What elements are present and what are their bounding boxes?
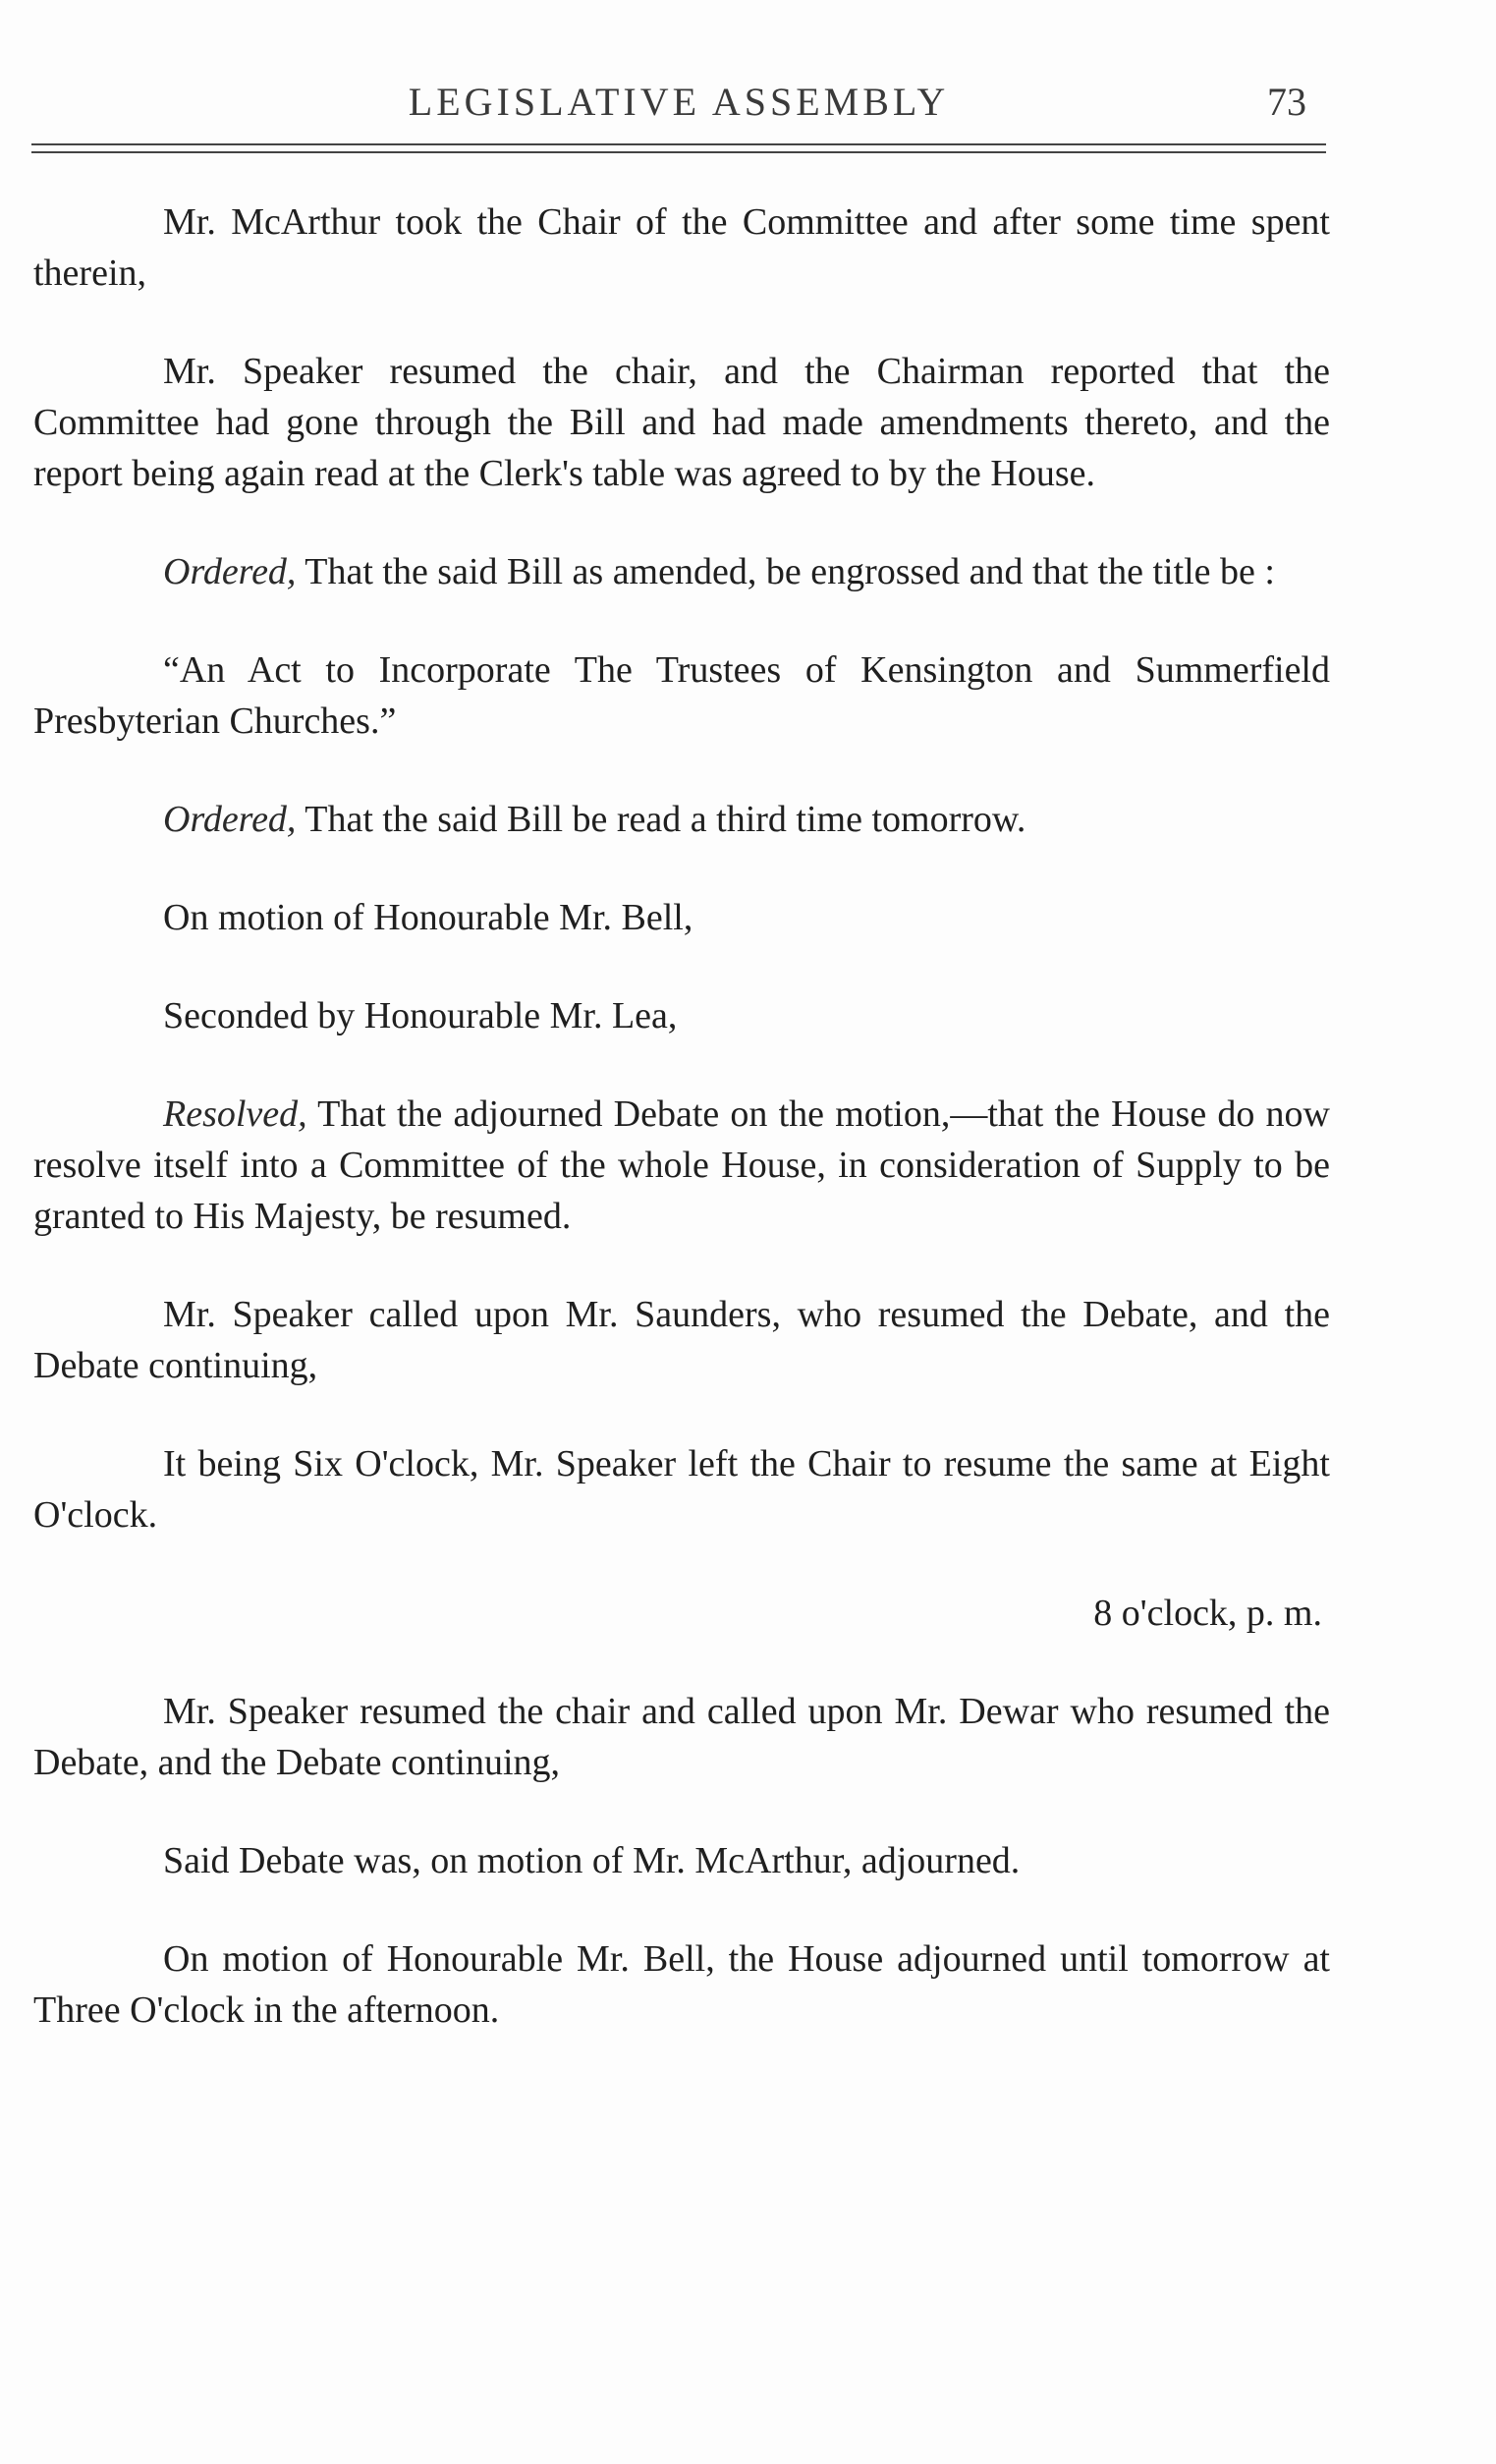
paragraph-six-oclock: It being Six O'clock, Mr. Speaker left the Chair to resume the same at Eight O'clock.	[33, 1443, 1330, 1536]
paragraph-resolved-supply: Resolved, That the adjourned Debate on the motion,—that the House do now resolve itself into a Committee of the whole House, in consideration of Supply to be granted to His Majesty, be resumed.	[33, 1093, 1330, 1237]
paragraph-saunders-debate: Mr. Speaker called upon Mr. Saunders, who resumed the Debate, and the Debate continuing,	[33, 1294, 1330, 1386]
journal-body	[33, 196, 1330, 2083]
paragraph-debate-adjourned: Said Debate was, on motion of Mr. McArthur, adjourned.	[163, 1840, 1021, 1881]
paragraph-motion-bell: On motion of Honourable Mr. Bell,	[163, 897, 693, 938]
header-rule-bottom	[31, 151, 1326, 153]
page-header	[31, 79, 1326, 128]
paragraph-speaker-resumed: Mr. Speaker resumed the chair, and the Chairman reported that the Committee had gone through the Bill and had made amendments thereto, and the report being again read at the Clerk's table was agreed to by the House.	[33, 351, 1330, 494]
running-title: LEGISLATIVE ASSEMBLY	[408, 80, 950, 124]
paragraph-ordered-engrossed: Ordered, That the said Bill as amended, be engrossed and that the title be :	[163, 551, 1275, 592]
ordered-label: Ordered,	[163, 551, 297, 592]
page-number: 73	[1267, 80, 1306, 124]
paragraph-ordered-third-reading: Ordered, That the said Bill be read a third time tomorrow.	[163, 799, 1026, 840]
paragraph-committee-chair: Mr. McArthur took the Chair of the Committee and after some time spent therein,	[33, 201, 1330, 294]
paragraph-house-adjourned: On motion of Honourable Mr. Bell, the House adjourned until tomorrow at Three O'clock in the afternoon.	[33, 1938, 1330, 2031]
ordered-label: Ordered,	[163, 799, 297, 840]
time-stamp: 8 o'clock, p. m.	[1093, 1593, 1322, 1634]
resolved-label: Resolved,	[163, 1093, 307, 1135]
header-rule-top	[31, 143, 1326, 145]
paragraph-act-title: “An Act to Incorporate The Trustees of Kensington and Summerfield Presbyterian Churches.”	[33, 649, 1330, 742]
paragraph-seconded-lea: Seconded by Honourable Mr. Lea,	[163, 995, 678, 1036]
paragraph-dewar-debate: Mr. Speaker resumed the chair and called upon Mr. Dewar who resumed the Debate, and the Debate continuing,	[33, 1691, 1330, 1783]
